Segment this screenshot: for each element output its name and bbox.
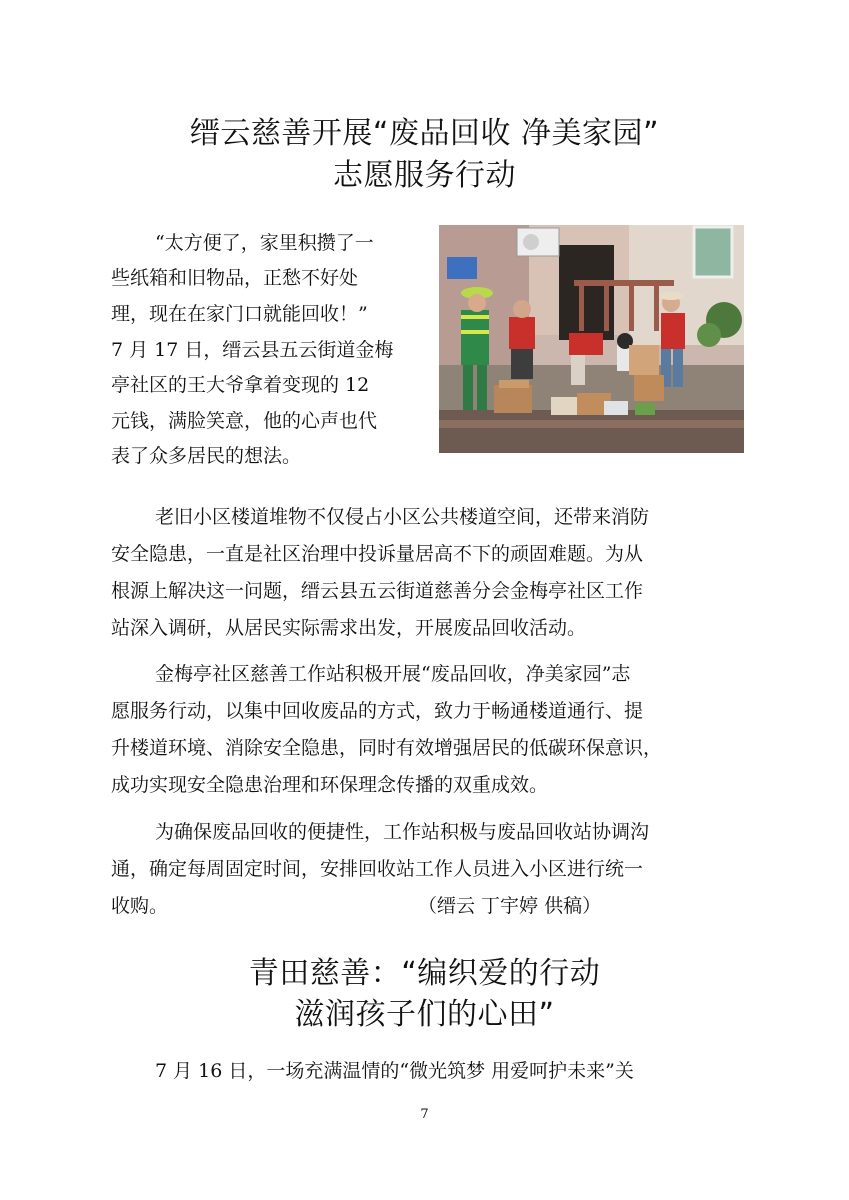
article1-para1-line7: 表了众多居民的想法。 [111,445,302,467]
article1-para1-line6: 元钱，满脸笑意，他的心声也代 [111,410,378,432]
page-number: 7 [420,1107,429,1122]
article1-para1-line1: “太方便了，家里积攒了一 [155,232,374,254]
article1-para1-line2: 些纸箱和旧物品，正愁不好处 [111,267,359,289]
article1-para3-line1: 金梅亭社区慈善工作站积极开展“废品回收，净美家园”志 [155,663,631,685]
article2-para1-line1: 7 月 16 日，一场充满温情的“微光筑梦 用爱呵护未来”关 [155,1060,634,1082]
article2-title-line2: 滋润孩子们的心田” [294,997,555,1032]
article1-para1-line5: 亭社区的王大爷拿着变现的 12 [111,374,370,396]
article1-para4-line1: 为确保废品回收的便捷性，工作站积极与废品回收站协调沟 [155,821,650,843]
article1-para4-line3: 收购。 [111,895,169,917]
article1-title-line2: 志愿服务行动 [333,158,516,193]
article1-para1-line4: 7 月 17 日，缙云县五云街道金梅 [111,339,394,361]
article1-para2-line2: 安全隐患，一直是社区治理中投诉量居高不下的顽固难题。为从 [111,543,644,565]
article1-para3-line3: 升楼道环境、消除安全隐患，同时有效增强居民的低碳环保意识， [111,737,663,759]
article1-para3-line2: 愿服务行动，以集中回收废品的方式，致力于畅通楼道通行、提 [111,700,644,722]
article1-para3-line4: 成功实现安全隐患治理和环保理念传播的双重成效。 [111,774,549,796]
article1-para4-line2: 通，确定每周固定时间，安排回收站工作人员进入小区进行统一 [111,858,644,880]
article1-para1-line3: 理，现在在家门口就能回收！” [111,303,368,325]
article1-para2-line4: 站深入调研，从居民实际需求出发，开展废品回收活动。 [111,617,587,639]
article2-title-line1: 青田慈善：“编织爱的行动 [248,956,601,991]
article1-para2-line3: 根源上解决这一问题，缙云县五云街道慈善分会金梅亭社区工作 [111,580,644,602]
volunteer-recycling-photo [439,225,744,453]
article1-byline: （缙云 丁宇婷 供稿） [418,895,602,917]
article1-title-line1: 缙云慈善开展“废品回收 净美家园” [189,116,660,151]
article1-para2-line1: 老旧小区楼道堆物不仅侵占小区公共楼道空间，还带来消防 [155,506,650,528]
